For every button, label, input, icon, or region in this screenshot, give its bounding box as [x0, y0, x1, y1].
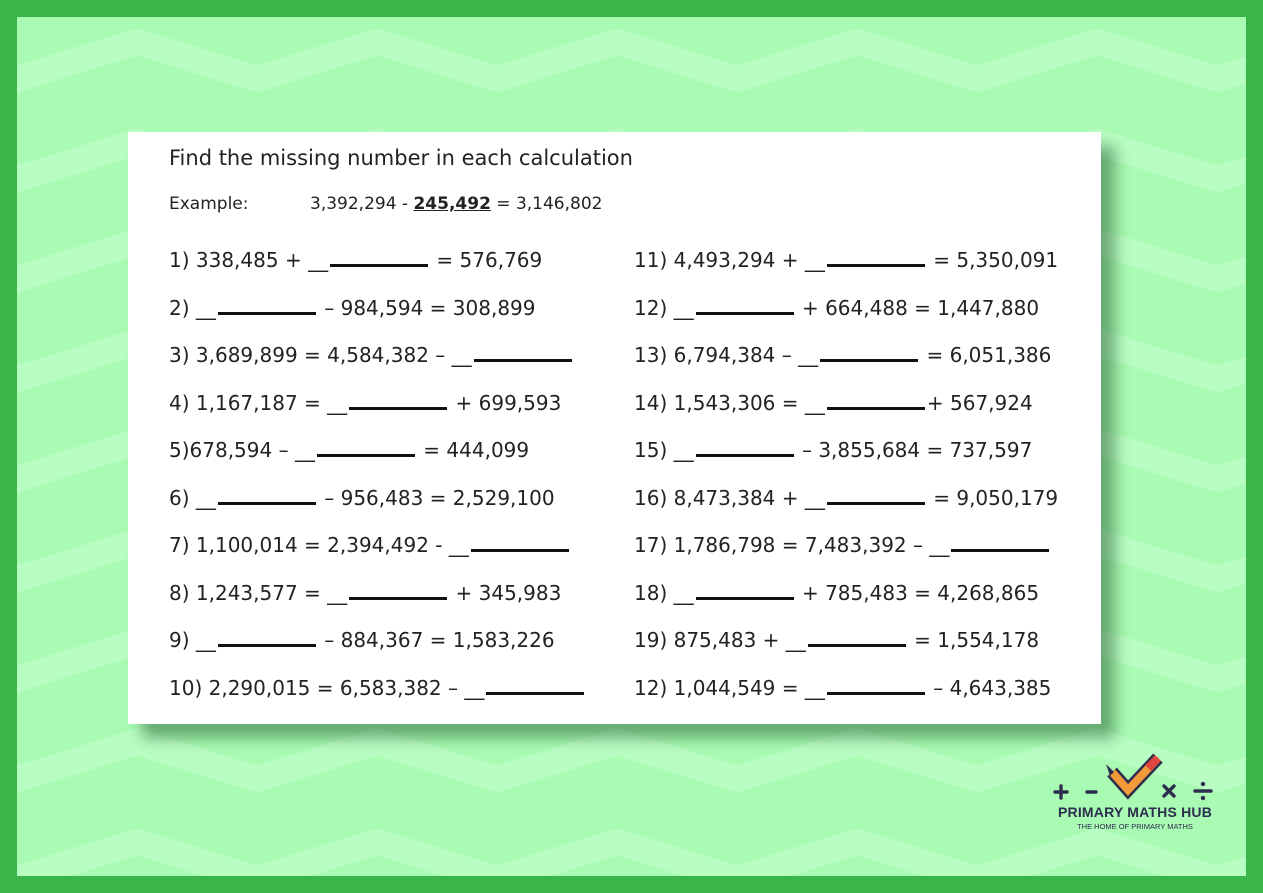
question-part-after: – 884,367 = 1,583,226	[317, 628, 555, 652]
question-part-after: = 576,769	[430, 248, 543, 272]
answer-blank[interactable]	[827, 677, 925, 695]
question-part-before: 6) __	[169, 485, 216, 510]
answer-blank[interactable]	[827, 487, 925, 505]
question-row	[634, 244, 1058, 292]
question-row	[634, 387, 1058, 435]
question-row	[634, 482, 1058, 530]
question-row	[169, 672, 586, 720]
question-row	[169, 244, 586, 292]
question-part-before: 18) __	[634, 580, 694, 605]
question-row	[634, 434, 1058, 482]
answer-blank[interactable]	[218, 629, 316, 647]
questions-right-column	[634, 244, 1058, 719]
question-part-before: 12) __	[634, 295, 694, 320]
question-part-after: = 444,099	[416, 438, 530, 462]
answer-blank[interactable]	[696, 439, 794, 457]
question-part-before: 17) 1,786,798 = 7,483,392 – __	[634, 533, 950, 557]
answer-blank[interactable]	[820, 344, 918, 362]
question-part-after: = 9,050,179	[926, 485, 1059, 510]
question-row	[169, 387, 586, 435]
question-row	[169, 434, 586, 482]
question-part-after: – 956,483 = 2,529,100	[317, 485, 555, 510]
question-part-before: 5)678,594 – __	[169, 438, 315, 462]
question-part-after: = 6,051,386	[920, 343, 1052, 367]
question-row	[634, 339, 1058, 387]
logo-symbols	[1040, 752, 1230, 804]
question-part-before: 12) 1,044,549 = __	[634, 675, 825, 700]
answer-blank[interactable]	[474, 344, 572, 362]
checkmark-pencil-icon	[1106, 758, 1158, 790]
question-part-before: 13) 6,794,384 – __	[634, 343, 819, 367]
answer-blank[interactable]	[218, 487, 316, 505]
divide-dot-bottom	[1201, 796, 1205, 800]
question-row	[169, 482, 586, 530]
example-row	[169, 194, 602, 214]
example-pre: 3,392,294 -	[310, 194, 414, 214]
question-part-before: 11) 4,493,294 + __	[634, 248, 825, 272]
logo-name: PRIMARY MATHS HUB	[1057, 804, 1213, 820]
question-part-after: – 3,855,684 = 737,597	[795, 438, 1033, 462]
example-label: Example:	[169, 194, 249, 214]
answer-blank[interactable]	[827, 249, 925, 267]
question-part-before: 14) 1,543,306 = __	[634, 390, 825, 415]
answer-blank[interactable]	[486, 677, 584, 695]
question-part-after: = 1,554,178	[907, 628, 1040, 652]
answer-blank[interactable]	[696, 582, 794, 600]
question-part-after: – 4,643,385	[926, 675, 1052, 700]
question-part-after: – 984,594 = 308,899	[317, 295, 536, 320]
divide-dot-top	[1201, 782, 1205, 786]
question-row	[169, 624, 586, 672]
example-post: = 3,146,802	[490, 194, 603, 214]
question-row	[169, 529, 586, 577]
question-part-after: + 664,488 = 1,447,880	[795, 295, 1040, 320]
answer-blank[interactable]	[951, 534, 1049, 552]
question-part-after: + 567,924	[926, 390, 1033, 415]
question-part-before: 8) 1,243,577 = __	[169, 580, 348, 605]
question-row	[169, 339, 586, 387]
question-part-before: 7) 1,100,014 = 2,394,492 - __	[169, 533, 469, 557]
answer-blank[interactable]	[330, 249, 428, 267]
answer-blank[interactable]	[827, 392, 925, 410]
question-part-after: + 785,483 = 4,268,865	[795, 580, 1040, 605]
answer-blank[interactable]	[218, 297, 316, 315]
answer-blank[interactable]	[471, 534, 569, 552]
answer-blank[interactable]	[317, 439, 415, 457]
question-part-after: + 345,983	[449, 580, 562, 605]
question-part-before: 3) 3,689,899 = 4,584,382 – __	[169, 343, 472, 367]
question-part-before: 4) 1,167,187 = __	[169, 390, 348, 415]
worksheet-title: Find the missing number in each calculation	[169, 146, 633, 170]
answer-blank[interactable]	[349, 582, 447, 600]
question-part-before: 16) 8,473,384 + __	[634, 485, 825, 510]
question-part-before: 1) 338,485 + __	[169, 248, 329, 272]
question-row	[634, 672, 1058, 720]
question-row	[634, 292, 1058, 340]
question-part-after: + 699,593	[449, 390, 562, 415]
question-row	[169, 577, 586, 625]
question-row	[634, 577, 1058, 625]
question-row	[634, 529, 1058, 577]
question-part-before: 10) 2,290,015 = 6,583,382 – __	[169, 675, 485, 700]
answer-blank[interactable]	[808, 629, 906, 647]
worksheet-card	[128, 132, 1101, 724]
question-row	[634, 624, 1058, 672]
question-part-before: 2) __	[169, 295, 216, 320]
answer-blank[interactable]	[349, 392, 447, 410]
question-part-before: 15) __	[634, 438, 694, 462]
example-answer: 245,492	[413, 194, 491, 214]
question-part-before: 19) 875,483 + __	[634, 628, 806, 652]
primary-maths-hub-logo	[1040, 752, 1230, 836]
question-part-before: 9) __	[169, 628, 216, 652]
question-part-after: = 5,350,091	[926, 248, 1059, 272]
logo-tagline: THE HOME OF PRIMARY MATHS	[1077, 822, 1193, 831]
questions-left-column	[169, 244, 586, 719]
answer-blank[interactable]	[696, 297, 794, 315]
question-row	[169, 292, 586, 340]
